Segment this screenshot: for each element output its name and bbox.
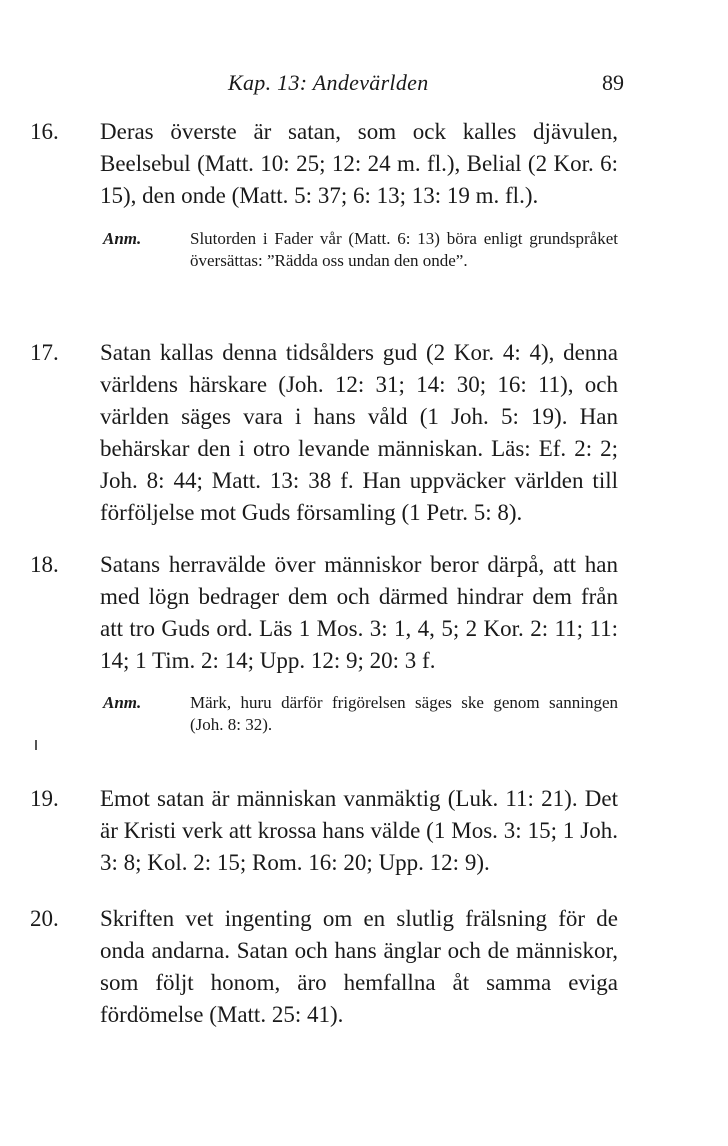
chapter-title: Kap. 13: Andevärlden: [228, 70, 429, 95]
scan-speck: [35, 740, 37, 750]
running-head: [0, 70, 728, 100]
note-label: Anm.: [103, 693, 142, 712]
note-text: Märk, huru därför frigörelsen säges ske genom sanningen (Joh. 8: 32).: [190, 693, 618, 734]
note-text: Slutorden i Fader vår (Matt. 6: 13) böra enligt grundspråket översättas: ”Rädda oss undan den onde”.: [190, 229, 618, 270]
section-text: Deras överste är satan, som ock kalles djävulen, Beelsebul (Matt. 10: 25; 12: 24 m. fl.), Belial (2 Kor. 6: 15), den onde (Matt. 5: 37; 6: 13; 13: 19 m. fl.).: [100, 119, 618, 208]
section-text: Satans herravälde över människor beror därpå, att han med lögn bedrager dem och därmed hindrar dem från att tro Guds ord. Läs 1 Mos. 3: 1, 4, 5; 2 Kor. 2: 11; 11: 14; 1 Tim. 2: 14; Upp. 12: 9; 20: 3 f.: [100, 552, 618, 673]
section-number: 20.: [30, 906, 59, 931]
section-number: 16.: [30, 119, 59, 144]
section-number: 18.: [30, 552, 59, 577]
section-text: Skriften vet ingenting om en slutlig frälsning för de onda andarna. Satan och hans änglar och de människor, som följt honom, äro hemfallna åt samma eviga fördömelse (Matt. 25: 41).: [100, 906, 618, 1027]
section-number: 17.: [30, 340, 59, 365]
note-label: Anm.: [103, 229, 142, 248]
section-number: 19.: [30, 786, 59, 811]
section-text: Emot satan är människan vanmäktig (Luk. 11: 21). Det är Kristi verk att krossa hans välde (1 Mos. 3: 15; 1 Joh. 3: 8; Kol. 2: 15; Rom. 16: 20; Upp. 12: 9).: [100, 786, 618, 875]
page-number: 89: [602, 70, 624, 95]
section-text: Satan kallas denna tidsålders gud (2 Kor. 4: 4), denna världens härskare (Joh. 12: 31; 14: 30; 16: 11), och världen säges vara i hans våld (1 Joh. 5: 19). Han behärskar den i otro levande människan. Läs: Ef. 2: 2; Joh. 8: 44; Matt. 13: 38 f. Han uppväcker världen till förföljelse mot Guds församling (1 Petr. 5: 8).: [100, 340, 618, 525]
